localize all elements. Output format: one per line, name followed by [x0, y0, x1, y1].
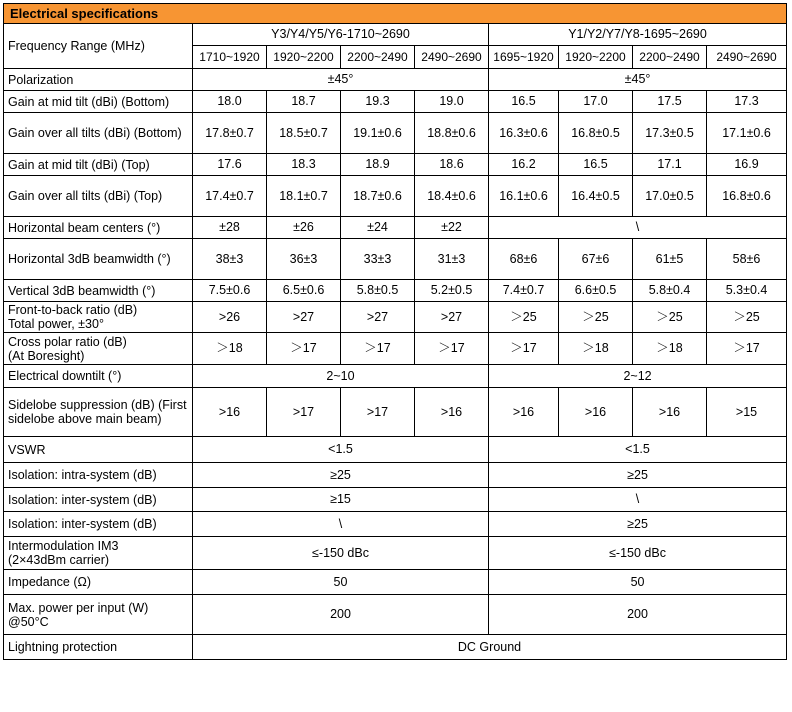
table-cell: ±22 [415, 217, 489, 239]
hbeam-centers-label: Horizontal beam centers (°) [4, 217, 193, 239]
table-cell: 16.8±0.6 [707, 176, 787, 217]
table-cell: 18.4±0.6 [415, 176, 489, 217]
lightning-value: DC Ground [193, 635, 787, 660]
downtilt-left: 2~10 [193, 365, 489, 388]
table-cell: 18.0 [193, 91, 267, 113]
table-cell: >17 [267, 388, 341, 437]
band-header: 2490~2690 [415, 46, 489, 69]
polarization-label: Polarization [4, 69, 193, 91]
band-header: 2200~2490 [341, 46, 415, 69]
table-cell: >15 [707, 388, 787, 437]
im3-label [4, 537, 193, 570]
table-cell: 17.0 [559, 91, 633, 113]
gain-all-top-label: Gain over all tilts (dBi) (Top) [4, 176, 193, 217]
table-cell: 19.0 [415, 91, 489, 113]
table-cell: ±26 [267, 217, 341, 239]
table-cell: 6.5±0.6 [267, 280, 341, 302]
table-cell: ＞25 [707, 302, 787, 333]
table-cell: 17.8±0.7 [193, 113, 267, 154]
max-power-label: Max. power per input (W) @50°C [4, 595, 193, 635]
table-cell: ＞17 [341, 333, 415, 365]
table-cell: 16.5 [489, 91, 559, 113]
im3-right: ≤-150 dBc [489, 537, 787, 570]
table-cell: 5.3±0.4 [707, 280, 787, 302]
gain-mid-top-label: Gain at mid tilt (dBi) (Top) [4, 154, 193, 176]
iso-intra-label: Isolation: intra-system (dB) [4, 463, 193, 488]
table-cell: ＞25 [559, 302, 633, 333]
table-cell: 16.2 [489, 154, 559, 176]
band-header: 2490~2690 [707, 46, 787, 69]
impedance-label: Impedance (Ω) [4, 570, 193, 595]
table-cell: ±28 [193, 217, 267, 239]
downtilt-right: 2~12 [489, 365, 787, 388]
table-cell: 33±3 [341, 239, 415, 280]
table-cell: 5.2±0.5 [415, 280, 489, 302]
table-cell: 17.1±0.6 [707, 113, 787, 154]
table-cell: 18.9 [341, 154, 415, 176]
band-header: 1710~1920 [193, 46, 267, 69]
table-cell: >26 [193, 302, 267, 333]
table-cell: ＞17 [267, 333, 341, 365]
cross-polar-label-line1: Cross polar ratio (dB) [8, 334, 127, 349]
iso-intra-right: ≥25 [489, 463, 787, 488]
table-cell: 7.5±0.6 [193, 280, 267, 302]
im3-left: ≤-150 dBc [193, 537, 489, 570]
gain-all-bottom-label: Gain over all tilts (dBi) (Bottom) [4, 113, 193, 154]
table-title: Electrical specifications [4, 4, 787, 24]
table-cell: 61±5 [633, 239, 707, 280]
front-back-label-line1: Front-to-back ratio (dB) [8, 303, 138, 317]
vswr-right: <1.5 [489, 437, 787, 463]
table-cell: >16 [633, 388, 707, 437]
table-cell: 18.3 [267, 154, 341, 176]
vbeam-width-label: Vertical 3dB beamwidth (°) [4, 280, 193, 302]
table-cell: ＞17 [489, 333, 559, 365]
table-cell: ＞18 [193, 333, 267, 365]
table-cell: 17.1 [633, 154, 707, 176]
table-cell: 16.5 [559, 154, 633, 176]
band-header: 2200~2490 [633, 46, 707, 69]
table-cell: 17.4±0.7 [193, 176, 267, 217]
group-header-right: Y1/Y2/Y7/Y8-1695~2690 [489, 24, 787, 46]
table-cell: >27 [415, 302, 489, 333]
table-cell: 16.1±0.6 [489, 176, 559, 217]
table-cell: 7.4±0.7 [489, 280, 559, 302]
table-cell: ＞17 [707, 333, 787, 365]
table-cell: 58±6 [707, 239, 787, 280]
im3-label-line2: (2×43dBm carrier) [8, 553, 110, 567]
table-cell: 17.6 [193, 154, 267, 176]
hbeam-centers-right: \ [489, 217, 787, 239]
electrical-spec-table [3, 3, 787, 660]
hbeam-width-label: Horizontal 3dB beamwidth (°) [4, 239, 193, 280]
table-cell: 18.1±0.7 [267, 176, 341, 217]
band-header: 1920~2200 [559, 46, 633, 69]
table-cell: >16 [415, 388, 489, 437]
table-cell: 16.8±0.5 [559, 113, 633, 154]
table-cell: 16.3±0.6 [489, 113, 559, 154]
polarization-right: ±45° [489, 69, 787, 91]
frequency-range-label: Frequency Range (MHz) [4, 24, 193, 69]
front-back-label-line2: Total power, ±30° [8, 317, 104, 331]
sidelobe-label: Sidelobe suppression (dB) (First sidelobe above main beam) [4, 388, 193, 437]
max-power-left: 200 [193, 595, 489, 635]
table-cell: 17.3 [707, 91, 787, 113]
table-cell: 17.5 [633, 91, 707, 113]
group-header-left: Y3/Y4/Y5/Y6-1710~2690 [193, 24, 489, 46]
vswr-left: <1.5 [193, 437, 489, 463]
table-cell: 19.3 [341, 91, 415, 113]
table-cell: >16 [559, 388, 633, 437]
table-cell: 68±6 [489, 239, 559, 280]
impedance-left: 50 [193, 570, 489, 595]
table-cell: 18.8±0.6 [415, 113, 489, 154]
table-cell: 5.8±0.4 [633, 280, 707, 302]
im3-label-line1: Intermodulation IM3 [8, 539, 119, 553]
table-cell: ＞17 [415, 333, 489, 365]
band-header: 1695~1920 [489, 46, 559, 69]
table-cell: ＞18 [633, 333, 707, 365]
table-cell: 17.3±0.5 [633, 113, 707, 154]
table-cell: 38±3 [193, 239, 267, 280]
table-cell: 31±3 [415, 239, 489, 280]
table-cell: 18.7 [267, 91, 341, 113]
table-cell: ＞25 [489, 302, 559, 333]
table-cell: >27 [267, 302, 341, 333]
lightning-label: Lightning protection [4, 635, 193, 660]
iso-inter-1-left: ≥15 [193, 488, 489, 512]
max-power-right: 200 [489, 595, 787, 635]
table-cell: ＞25 [633, 302, 707, 333]
iso-inter-2-right: ≥25 [489, 512, 787, 537]
vswr-label: VSWR [4, 437, 193, 463]
table-cell: 16.9 [707, 154, 787, 176]
impedance-right: 50 [489, 570, 787, 595]
table-cell: >27 [341, 302, 415, 333]
polarization-left: ±45° [193, 69, 489, 91]
iso-intra-left: ≥25 [193, 463, 489, 488]
table-cell: >16 [489, 388, 559, 437]
table-cell: ±24 [341, 217, 415, 239]
iso-inter-label-2: Isolation: inter-system (dB) [4, 512, 193, 537]
table-cell: 18.6 [415, 154, 489, 176]
cross-polar-label-line2: (At Boresight) [8, 348, 85, 363]
table-cell: 18.5±0.7 [267, 113, 341, 154]
table-cell: ＞18 [559, 333, 633, 365]
table-cell: >16 [193, 388, 267, 437]
cross-polar-label [4, 333, 193, 365]
front-back-label [4, 302, 193, 333]
table-cell: 67±6 [559, 239, 633, 280]
table-cell: 5.8±0.5 [341, 280, 415, 302]
iso-inter-1-right: \ [489, 488, 787, 512]
iso-inter-2-left: \ [193, 512, 489, 537]
band-header: 1920~2200 [267, 46, 341, 69]
iso-inter-label-1: Isolation: inter-system (dB) [4, 488, 193, 512]
table-cell: 6.6±0.5 [559, 280, 633, 302]
gain-mid-bottom-label: Gain at mid tilt (dBi) (Bottom) [4, 91, 193, 113]
table-cell: 36±3 [267, 239, 341, 280]
table-cell: >17 [341, 388, 415, 437]
table-cell: 19.1±0.6 [341, 113, 415, 154]
downtilt-label: Electrical downtilt (°) [4, 365, 193, 388]
table-cell: 16.4±0.5 [559, 176, 633, 217]
table-cell: 17.0±0.5 [633, 176, 707, 217]
spec-sheet [3, 3, 786, 660]
table-cell: 18.7±0.6 [341, 176, 415, 217]
